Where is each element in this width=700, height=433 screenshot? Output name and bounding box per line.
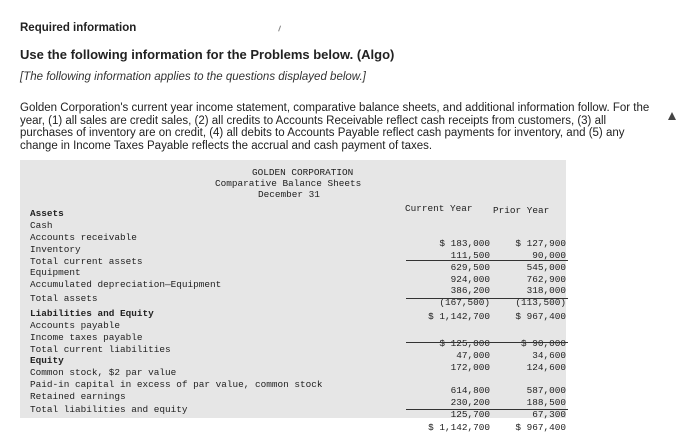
prior-year-value: 545,000	[526, 262, 566, 273]
row-label: Equity	[30, 355, 64, 366]
row-label: Assets	[30, 208, 64, 219]
total-underline	[486, 342, 568, 343]
total-underline	[406, 298, 488, 299]
current-year-value: 172,000	[450, 362, 490, 373]
prior-year-value: $ 127,900	[515, 238, 566, 249]
current-year-value: 111,500	[450, 250, 490, 261]
prior-year-value: 318,000	[526, 285, 566, 296]
row-label: Paid-in capital in excess of par value, common stock	[30, 379, 323, 390]
row-label: Accumulated depreciation—Equipment	[30, 279, 222, 290]
column-header-current: Current Year	[405, 203, 473, 214]
prior-year-value: 124,600	[526, 362, 566, 373]
required-information-label: Required information	[20, 22, 137, 34]
current-year-value: 614,800	[450, 385, 490, 396]
prior-year-value: $ 90,000	[520, 338, 566, 349]
prior-year-value: 188,500	[526, 397, 566, 408]
applies-note: [The following information applies to the questions displayed below.]	[20, 71, 366, 83]
row-label: Common stock, $2 par value	[30, 367, 177, 378]
current-year-value: 47,000	[456, 350, 490, 361]
row-label: Equipment	[30, 267, 81, 278]
mouse-cursor-icon	[668, 112, 676, 120]
total-underline	[486, 298, 568, 299]
current-year-value: $ 183,000	[439, 238, 490, 249]
table-date: December 31	[258, 189, 320, 200]
row-label: Total assets	[30, 293, 98, 304]
table-subtitle: Comparative Balance Sheets	[215, 178, 362, 189]
row-label: Inventory	[30, 244, 81, 255]
row-label: Income taxes payable	[30, 332, 143, 343]
current-year-value: 386,200	[450, 285, 490, 296]
row-label: Accounts receivable	[30, 232, 137, 243]
problem-heading: Use the following information for the Problems below. (Algo)	[20, 47, 395, 62]
tick-mark	[278, 25, 284, 32]
row-label: Accounts payable	[30, 320, 121, 331]
total-underline	[406, 342, 488, 343]
prior-year-value: (113,500)	[515, 297, 566, 308]
current-year-value: $ 1,142,700	[428, 311, 490, 322]
prior-year-value: 34,600	[532, 350, 566, 361]
row-label: Retained earnings	[30, 391, 126, 402]
current-year-value: $ 1,142,700	[428, 422, 490, 433]
current-year-value: (167,500)	[439, 297, 490, 308]
total-underline	[406, 260, 488, 261]
row-label: Total current assets	[30, 256, 143, 267]
total-underline	[486, 409, 568, 410]
row-label: Total current liabilities	[30, 344, 171, 355]
prior-year-value: $ 967,400	[515, 311, 566, 322]
row-label: Cash	[30, 220, 53, 231]
row-label: Liabilities and Equity	[30, 308, 154, 319]
table-company-name: GOLDEN CORPORATION	[252, 167, 354, 178]
prior-year-value: $ 967,400	[515, 422, 566, 433]
intro-paragraph: Golden Corporation's current year income statement, comparative balance sheets, and additional information follow. For the year, (1) all sales are credit sales, (2) all credits to Accounts Receivable reflect cash receipts from customers, (3) all purchases of inventory are on credit, (4) all debits to Accounts Payable reflect cash payments for inventory, and (5) any change in Income Taxes Payable reflects the accrual and cash payment of taxes.	[20, 102, 650, 152]
current-year-value: 924,000	[450, 274, 490, 285]
prior-year-value: 90,000	[532, 250, 566, 261]
prior-year-value: 587,000	[526, 385, 566, 396]
current-year-value: 125,700	[450, 409, 490, 420]
prior-year-value: 762,900	[526, 274, 566, 285]
current-year-value: 230,200	[450, 397, 490, 408]
column-header-prior: Prior Year	[493, 205, 550, 216]
balance-sheet-table	[20, 160, 566, 433]
prior-year-value: 67,300	[532, 409, 566, 420]
total-underline	[486, 260, 568, 261]
total-underline	[406, 409, 488, 410]
current-year-value: $ 125,000	[439, 338, 490, 349]
row-label: Total liabilities and equity	[30, 404, 188, 415]
current-year-value: 629,500	[450, 262, 490, 273]
